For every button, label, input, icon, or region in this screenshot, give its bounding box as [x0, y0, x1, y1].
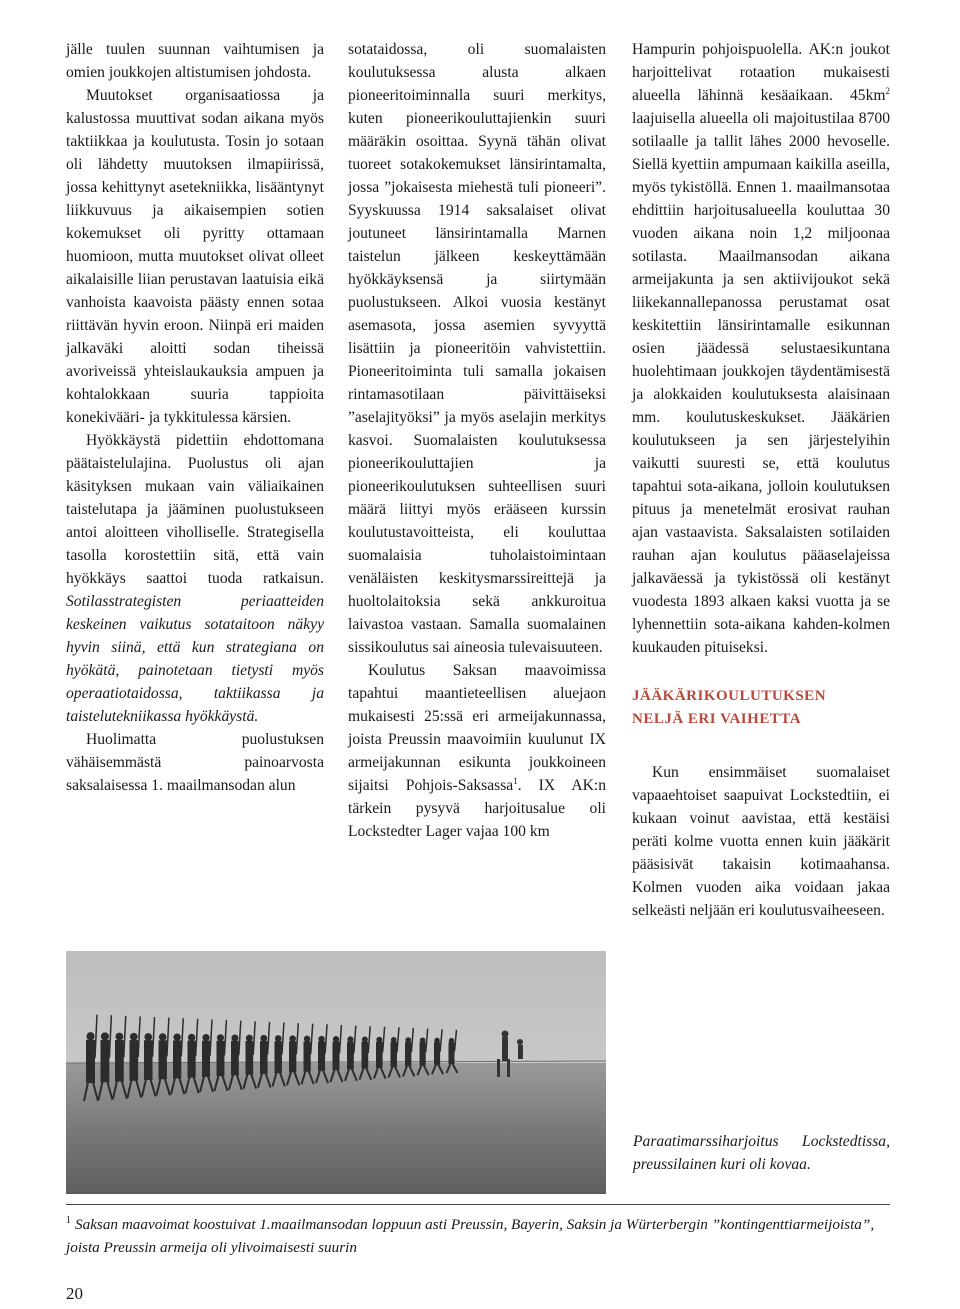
soldier-figure — [188, 1041, 196, 1078]
soldier-head — [362, 1037, 368, 1043]
soldier-figure — [173, 1040, 181, 1078]
paragraph: Kun ensimmäiset suomalaiset vapaaehtoiset saapuivat Lockstedtiin, ei kukaan voinut aavistaa, että kestäisi peräti kolme vuotta ennen kuin jääkärit pääsisivät takaisin kotimaahansa. Kolmen vuoden aika voidaan jakaa selkeästi neljään eri koulutusvaiheeseen. — [632, 764, 890, 919]
photo-caption: Paraatimarssiharjoitus Lockstedtissa, preussilainen kuri oli kovaa. — [633, 1133, 890, 1173]
soldier-head — [115, 1033, 123, 1041]
soldier-head — [231, 1034, 238, 1041]
soldier-figure — [144, 1040, 153, 1080]
paragraph — [66, 429, 324, 728]
soldier-head — [420, 1037, 426, 1043]
soldier-figure — [217, 1041, 225, 1076]
soldier-figure — [405, 1042, 411, 1066]
soldier-figure — [289, 1041, 296, 1072]
section-heading-line: NELJÄ ERI VAIHETTA — [632, 711, 802, 727]
paragraph-text: Koulutus Saksan maavoimissa tapahtui maantieteellisen aluejaon mukaisesti 25:ssä eri armeijakunnassa, joista Preussin maavoimiin kuulunut IX armeijakunnan esikunta joukkoineen sijaitsi Pohjois-Saksassa — [348, 662, 606, 794]
footnote — [66, 1213, 896, 1259]
footnote-text: Saksan maavoimat koostuivat 1.maailmansodan loppuun asti Preussin, Bayerin, Saksin ja Würterbergin ”kontingenttiarmeijoista”, joista Preussin armeija oli ylivoimaisesti suurin — [66, 1216, 875, 1256]
soldier-figure — [86, 1040, 95, 1083]
soldier-head — [289, 1035, 296, 1042]
paragraph — [348, 659, 606, 843]
soldier-head — [304, 1036, 310, 1042]
paragraph-text: Hampurin pohjoispuolella. AK:n joukot harjoittelivat rotaation mukaisesti alueella lähinnä kesäaikaan. 45km — [632, 41, 890, 104]
soldier-figure — [275, 1041, 282, 1073]
parade-march-photo — [66, 951, 606, 1194]
soldier-head — [144, 1033, 152, 1041]
soldier-head — [405, 1037, 411, 1043]
soldier-head — [333, 1036, 339, 1042]
text-column-2 — [348, 38, 606, 843]
paragraph-text: laajuisella alueella oli majoitustilaa 8700 sotilaalle ja tallit lähes 2000 hevoselle. Siellä kyettiin ampumaan kaikilla aseilla, myös tykistöllä. Ennen 1. maailmansotaa ehdittiin harjoitusalueella kouluttaa 30 vuoden aikana noin 1,2 miljoonaa sotilasta. Maailmansodan aikana armeijakunta ja sen aktiivijoukot sekä liikekannallepanossa perustamat osat keskitettiin länsirintamalle esikunnan osien jäädessä selustaesikuntana huolehtimaan joukkojen täydentämisestä ja alokkaiden koulutuksesta alaisinaan mm. koulutuskeskukset. Jääkärien koulutukseen ja sen järjestelyihin vaikutti suuresti se, että koulutus tapahtui sota-aikana, jolloin koulutuksen pituus ja menetelmät erosivat rauhan ajan vastaavista. Saksalaisten sotilaiden rauhan ajan koulutus pääaselajeissa jalkaväessä ja tykistössä oli kestänyt vuodesta 1893 alkaen kaksi vuotta ja se lyhennettiin sota-aikana kahden-kolmen kuukauden pituiseksi. — [632, 110, 890, 656]
soldier-head — [434, 1038, 440, 1044]
soldier-figure — [420, 1042, 426, 1065]
soldier-figure — [362, 1042, 369, 1069]
text-column-1 — [66, 38, 324, 797]
footnote-marker: 1 — [513, 775, 518, 786]
paragraph — [632, 38, 890, 659]
soldier-figure — [318, 1041, 325, 1070]
soldier-figure — [130, 1040, 139, 1081]
section-heading — [632, 685, 890, 731]
soldier-head — [275, 1035, 282, 1042]
soldier-head — [173, 1034, 180, 1041]
paragraph-text: Hyökkäystä pidettiin ehdottomana päätaistelulajina. Puolustus oli ajan käsityksen mukaan vain väliaikainen taistelutapa ja jääminen puolustukseen antoi aloitteen viholliselle. Strategisella tasolla korostettiin sitä, että vain hyökkäys saattoi tuoda ratkaisun. — [66, 432, 324, 587]
section-heading-line: JÄÄKÄRIKOULUTUKSEN — [632, 688, 827, 704]
soldier-head — [188, 1034, 195, 1041]
soldier-head — [202, 1034, 209, 1041]
soldier-figure — [202, 1041, 210, 1077]
footnote-divider — [66, 1204, 890, 1205]
paragraph: Huolimatta puolustuksen vähäisemmästä painoarvosta saksalaisessa 1. maailmansodan alun — [66, 731, 324, 794]
soldier-figure — [347, 1042, 354, 1070]
italic-passage: Sotilasstrategisten periaatteiden keskeinen vaikutus sotataitoon näkyy hyvin siinä, että kun strategiana on hyökätä, painotetaan tietysti myös operaatiotaidossa, taktiikassa ja taistelutekniikassa hyökkäystä. — [66, 593, 324, 725]
photo-image — [66, 951, 606, 1194]
soldier-figure — [101, 1040, 110, 1082]
soldier-figure — [434, 1042, 440, 1064]
paragraph-text: . IX AK:n tärkein pysyvä harjoitusalue oli Lockstedter Lager vajaa 100 km — [348, 777, 606, 840]
soldier-head — [318, 1036, 324, 1042]
soldier-head — [86, 1032, 94, 1040]
soldier-head — [347, 1036, 353, 1042]
soldier-head — [246, 1035, 253, 1042]
soldier-head — [260, 1035, 267, 1042]
soldier-head — [449, 1038, 454, 1043]
soldier-head — [217, 1034, 224, 1041]
paragraph: sotataidossa, oli suomalaisten koulutuksessa alusta alkaen pioneeritoiminnalla suuri merkitys, kuten pioneerikouluttajienkin suuri määräkin osoittaa. Syynä tähän olivat tuoreet sotakokemukset länsirintamalta, jossa ”jokaisesta miehestä tuli pioneeri”. Syyskuussa 1914 saksalaiset olivat joutuneet länsirintamalla Marnen taistelun jälkeen keskeyttämään hyökkäyksensä ja siirtymään puolustukseen. Alkoi vuosia kestänyt asemasota, jossa asemien syvyyttä lisättiin ja pioneeritöin vahvistettiin. Pioneeritoiminta tuli samalla jokaisen rintamasotilaan päivittäiseksi ”aselajityöksi” ja myös aselajin merkitys kasvoi. Suomalaisten koulutuksessa pioneerikouluttajien ja pioneerikoulutuksen suhteellisen suuri määrä liittyi myös erääseen kurssin koulutustavoitteista, eli kouluttaa suomalaisia tuholaistoimintaan venäläisten keskitysmarssireittejä ja huoltolaitoksia sekä ankkuroitua laivastoa vastaan. Samalla suomalainen sissikoulutus sai aineosia tulevaisuuteen. — [348, 41, 606, 656]
footnote-number: 1 — [66, 1214, 71, 1226]
paragraph: Muutokset organisaatiossa ja kalustossa muuttivat sodan aikana myös taktiikkaa ja koulutusta. Tosin jo sotaan oli lähdetty muutoksen ilmapiirissä, jossa kehittynyt asetekniikka, lisääntynyt liikkuvuus ja aikaisempien sotien kokemukset oli pyritty ottamaan huomioon, mutta muutokset olivat olleet aikalaisille liian perustavan laatuisia eikä vanhoista kaavoista päästy ennen sotaa riittävän hyvin eroon. Niinpä eri maiden jalkaväki aloitti sodan tiheissä avoriveissä yhteislaukauksia ampuen ja kohtalokkaan suuria tappioita konekivääri- ja tykkitulessa kärsien. — [66, 87, 324, 426]
soldier-head — [130, 1033, 138, 1041]
soldier-head — [376, 1037, 382, 1043]
text-column-3 — [632, 38, 890, 922]
paragraph: jälle tuulen suunnan vaihtumisen ja omien joukkojen altistumisen johdosta. — [66, 41, 324, 81]
page-number: 20 — [66, 1284, 83, 1303]
soldier-figure — [333, 1042, 340, 1071]
superscript: 2 — [885, 85, 890, 96]
soldier-figure — [304, 1041, 311, 1071]
soldier-head — [391, 1037, 397, 1043]
soldier-head — [101, 1032, 109, 1040]
soldier-figure — [449, 1042, 455, 1064]
soldier-figure — [391, 1042, 397, 1067]
soldier-figure — [231, 1041, 239, 1076]
soldier-figure — [115, 1040, 124, 1081]
soldier-head — [159, 1033, 167, 1041]
soldier-figure — [159, 1040, 167, 1079]
soldier-figure — [260, 1041, 268, 1074]
soldier-figure — [246, 1041, 254, 1075]
soldier-figure — [376, 1042, 383, 1068]
